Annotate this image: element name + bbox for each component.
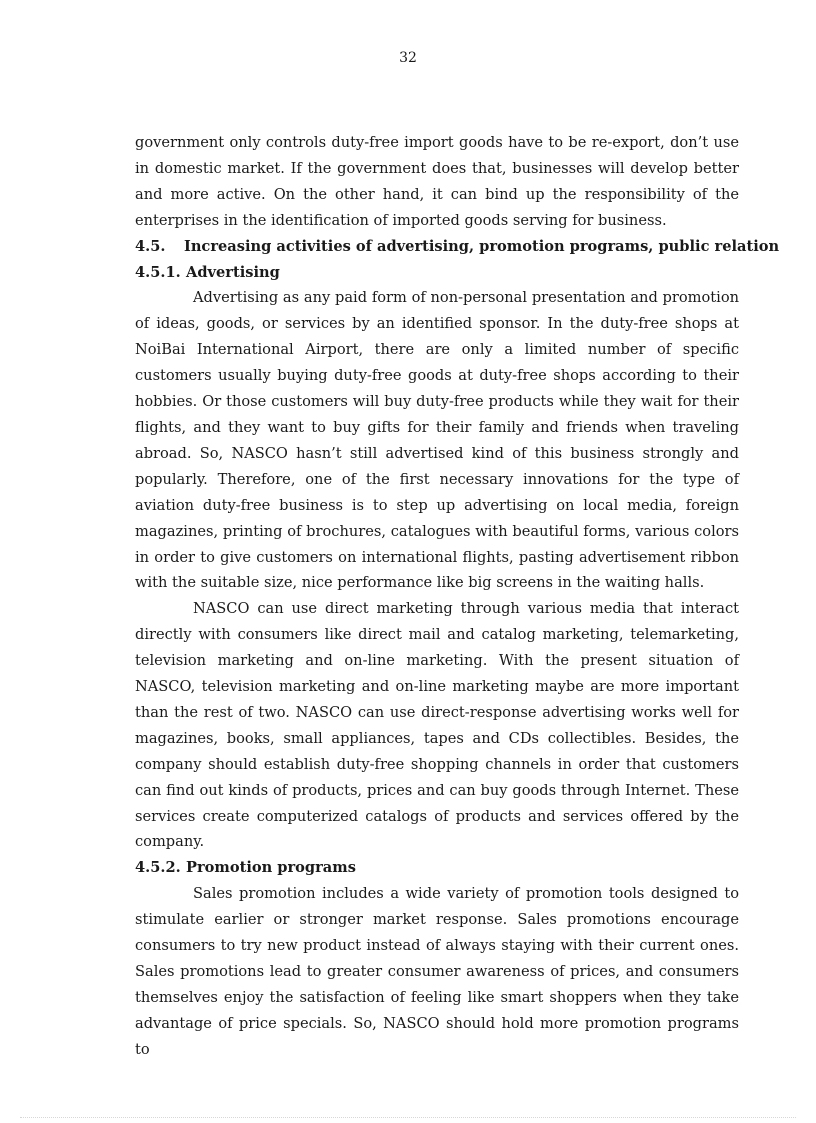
heading-4-5-1-title: Advertising bbox=[186, 263, 280, 281]
heading-4-5-2 bbox=[135, 855, 739, 881]
heading-4-5-1 bbox=[135, 260, 739, 286]
paragraph-direct-marketing: NASCO can use direct marketing through various media that interact directly with consumers like direct mail and catalog marketing, telemarketing, television marketing and on-line marketing. With the present situation of NASCO, television marketing and on-line marketing maybe are more important than the rest of two. NASCO can use direct-response advertising works well for magazines, books, small appliances, tapes and CDs collectibles. Besides, the company should establish duty-free shopping channels in order that customers can find out kinds of products, prices and can buy goods through Internet. These services create computerized catalogs of products and services offered by the company. bbox=[135, 600, 739, 851]
heading-4-5-number: 4.5. bbox=[135, 237, 166, 255]
heading-4-5-2-number: 4.5.2. bbox=[135, 859, 181, 877]
document-body bbox=[135, 130, 780, 1063]
paragraph-intro: government only controls duty-free import goods have to be re-export, don’t use in domestic market. If the government does that, businesses will develop better and more active. On the other hand, it can bind up the responsibility of the enterprises in the identification of imported goods serving for business. bbox=[135, 134, 739, 229]
heading-4-5-2-title: Promotion programs bbox=[186, 859, 356, 877]
heading-4-5 bbox=[135, 234, 780, 260]
page-bottom-divider bbox=[20, 1117, 796, 1118]
heading-4-5-title: Increasing activities of advertising, promotion programs, public relation bbox=[184, 237, 780, 255]
paragraph-sales-promotion: Sales promotion includes a wide variety of promotion tools designed to stimulate earlier or stronger market response. Sales promotions encourage consumers to try new product instead of always staying with their current ones. Sales promotions lead to greater consumer awareness of prices, and consumers themselves enjoy the satisfaction of feeling like smart shoppers when they take advantage of price specials. So, NASCO should hold more promotion programs to bbox=[135, 885, 739, 1058]
heading-4-5-1-number: 4.5.1. bbox=[135, 263, 181, 281]
paragraph-advertising: Advertising as any paid form of non-personal presentation and promotion of ideas, goods, or services by an identified sponsor. In the duty-free shops at NoiBai International Airport, there are only a limited number of specific customers usually buying duty-free goods at duty-free shops according to their hobbies. Or those customers will buy duty-free products while they wait for their flights, and they want to buy gifts for their family and friends when traveling abroad. So, NASCO hasn’t still advertised kind of this business strongly and popularly. Therefore, one of the first necessary innovations for the type of aviation duty-free business is to step up advertising on local media, foreign magazines, printing of brochures, catalogues with beautiful forms, various colors in order to give customers on international flights, pasting advertisement ribbon with the suitable size, nice performance like big screens in the waiting halls. bbox=[135, 289, 739, 592]
page-number: 32 bbox=[399, 50, 417, 66]
